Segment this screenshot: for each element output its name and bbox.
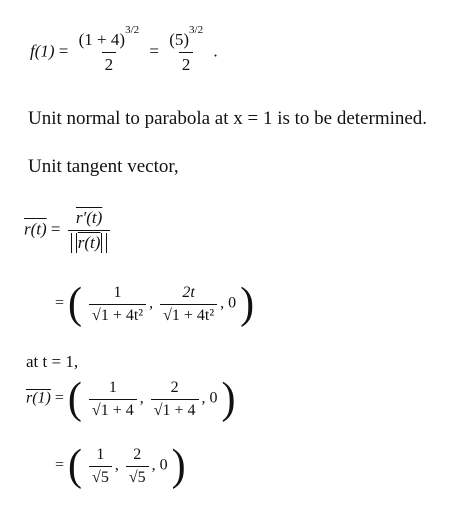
tangent-expr-fraction-1 — [89, 284, 146, 325]
tangent-expr-num1: 1 — [113, 283, 122, 301]
r1s-den1: √5 — [89, 466, 112, 487]
r1-num2: 2 — [170, 378, 179, 396]
r1-den1: √1 + 4 — [89, 399, 137, 420]
f1-num2: (5) — [169, 30, 190, 49]
f1-equals-1: = — [58, 41, 69, 61]
tangent-definition — [24, 208, 113, 253]
tangent-expr-den2: √1 + 4t² — [160, 304, 217, 325]
f1-exp1: 3/2 — [125, 24, 140, 36]
f1-den2: 2 — [179, 52, 194, 75]
r1s-left-paren: ( — [68, 441, 83, 491]
r1s-equals: = — [55, 456, 65, 474]
r1-lhs: r(1) — [26, 389, 51, 407]
tangent-def-equals: = — [50, 219, 61, 239]
r1s-den2: √5 — [126, 466, 149, 487]
f1-lhs: f(1) — [30, 41, 55, 61]
unit-tangent-heading: Unit tangent vector, — [28, 156, 179, 177]
r1s-right-paren: ) — [171, 441, 186, 491]
f1-den1: 2 — [102, 52, 117, 75]
r1-right-paren: ) — [221, 374, 236, 424]
f1-end-period: . — [213, 41, 218, 61]
r1-fraction-1 — [89, 379, 137, 420]
f1-equation — [30, 24, 218, 75]
r1-expression: r(1) = ( $\frac{1}{√1 + 4}$ , $\frac{2}{√1 + 4}$ , 0 ) — [26, 374, 236, 424]
r1-num1: 1 — [108, 378, 117, 396]
f1-fraction-1 — [76, 24, 142, 75]
r1-third: 0 — [209, 389, 218, 407]
f1-num1: (1 + 4) — [78, 30, 126, 49]
tangent-expr-den1: √1 + 4t² — [89, 304, 146, 325]
tangent-def-lhs: r(t) — [24, 219, 47, 239]
r1-equals: = — [54, 389, 64, 407]
f1-equals-2: = — [149, 41, 159, 61]
tangent-def-num: r′(t) — [75, 208, 103, 227]
r1s-third: 0 — [159, 456, 168, 474]
r1s-fraction-1 — [89, 446, 112, 487]
r1-simplified: = ( $\frac{1}{√5}$ , $\frac{2}{√5}$ , 0 ) — [55, 441, 186, 491]
f1-exp2: 3/2 — [189, 24, 204, 36]
left-paren: ( — [68, 279, 83, 329]
tangent-expr-equals: = — [55, 294, 65, 312]
tangent-def-norm — [71, 233, 108, 253]
unit-normal-statement: Unit normal to parabola at x = 1 is to be determined. — [28, 108, 428, 129]
r1s-num1: 1 — [96, 445, 105, 463]
at-t-equals-1: at t = 1, — [26, 352, 79, 371]
tangent-def-fraction — [68, 208, 111, 253]
tangent-expr-fraction-2 — [160, 284, 217, 325]
tangent-expr-third: 0 — [228, 294, 237, 312]
r1-left-paren: ( — [67, 374, 82, 424]
r1s-num2: 2 — [133, 445, 142, 463]
tangent-def-den: r(t) — [77, 233, 101, 252]
f1-fraction-2 — [166, 24, 206, 75]
tangent-expression: = ( $\frac{1}{\text{√1 + 4t²}}$ , $\frac{2t}{\text{√1 + 4t²}}$ , 0 ) — [55, 279, 255, 329]
tangent-expr-num2: 2t — [182, 283, 195, 301]
right-paren: ) — [240, 279, 255, 329]
r1-fraction-2 — [151, 379, 199, 420]
r1s-fraction-2 — [126, 446, 149, 487]
r1-den2: √1 + 4 — [151, 399, 199, 420]
